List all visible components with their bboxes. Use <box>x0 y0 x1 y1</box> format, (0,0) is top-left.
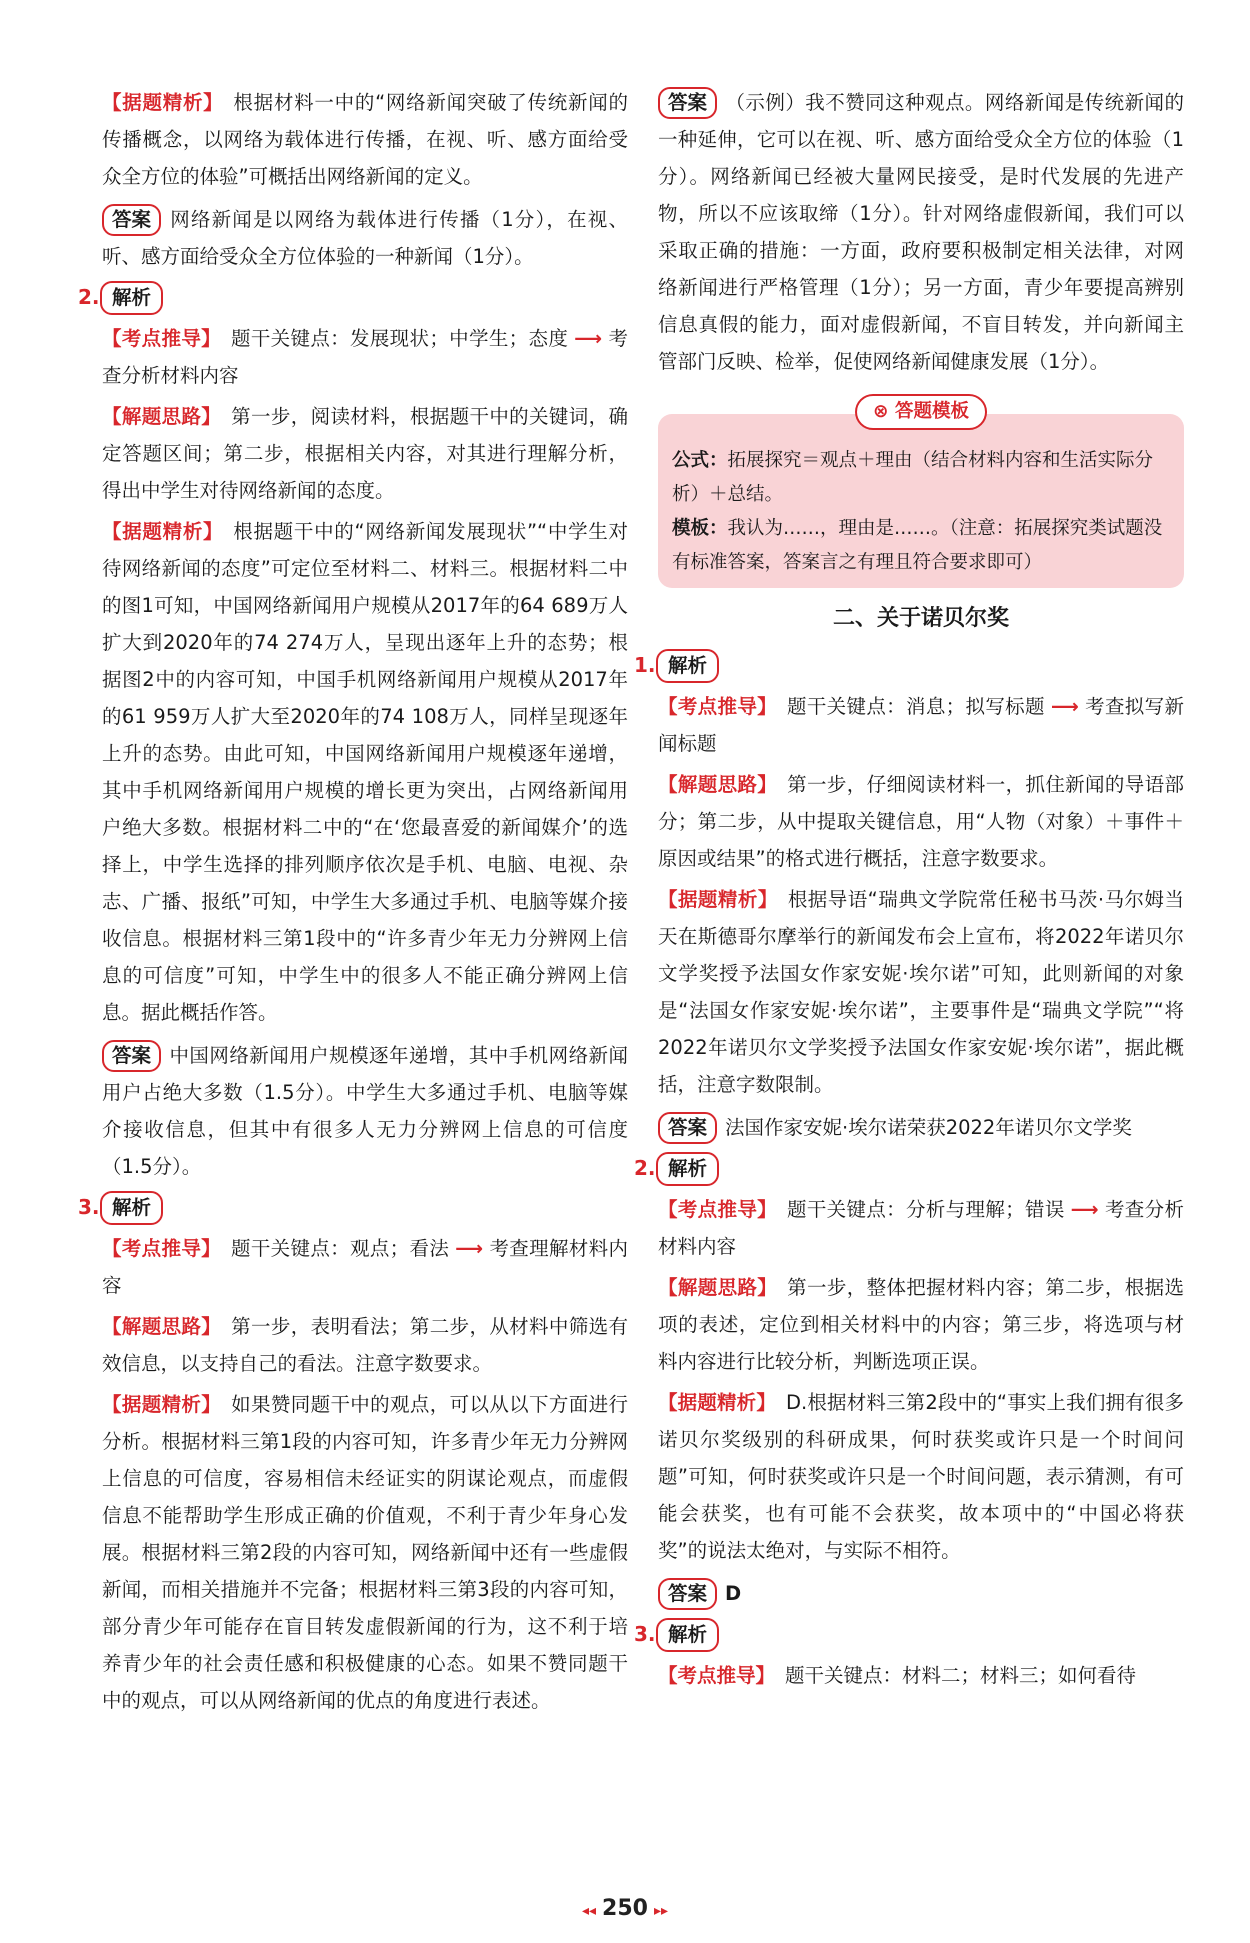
section-header <box>634 1150 1184 1187</box>
paragraph <box>102 1386 628 1719</box>
paragraph-text: 考查分析材料内容 <box>658 1198 1184 1258</box>
answer-badge: 答案 <box>102 204 161 236</box>
answer-text: （示例）我不赞同这种观点。网络新闻是传统新闻的一种延伸，它可以在视、听、感方面给受众全方位的体验（1分）。网络新闻已经被大量网民接受，是时代发展的先进产物，所以不应该取缔（1分）。针对网络虚假新闻，我们可以采取正确的措施：一方面，政府要积极制定相关法律，对网络新闻进行严格管理（1分）；另一方面，青少年要提高辨别信息真假的能力，面对虚假新闻，不盲目转发，并向新闻主管部门反映、检举，促使网络新闻健康发展（1分）。 <box>658 91 1184 373</box>
formula-label: 公式： <box>672 450 728 471</box>
template-title: ⊗ 答题模板 <box>855 394 987 430</box>
section-title: 二、关于诺贝尔奖 <box>832 606 1009 631</box>
tag-label: 【解题思路】 <box>658 773 778 796</box>
paragraph <box>658 1269 1184 1380</box>
answer-text: 中国网络新闻用户规模逐年递增，其中手机网络新闻用户占绝大多数（1.5分）。中学生大多通过手机、电脑等媒介接收信息，但其中有很多人无力分辨网上信息的可信度（1.5分）。 <box>102 1044 628 1178</box>
paragraph-text: 根据导语“瑞典文学院常任秘书马茨·马尔姆当天在斯德哥尔摩举行的新闻发布会上宣布，将2022年诺贝尔文学奖授予法国女作家安妮·埃尔诺”可知，此则新闻的对象是“法国女作家安妮·埃尔诺”，主要事件是“瑞典文学院”“将2022年诺贝尔文学奖授予法国女作家安妮·埃尔诺”，据此概括，注意字数限制。 <box>658 888 1184 1096</box>
paragraph <box>102 398 628 509</box>
paragraph <box>102 320 628 394</box>
tag-label: 【考点推导】 <box>658 1198 777 1221</box>
tag-label: 【解题思路】 <box>102 405 222 428</box>
answer-block <box>102 1037 628 1185</box>
paragraph-text: 考查理解材料内容 <box>102 1237 628 1297</box>
answer-badge: 答案 <box>658 87 717 119</box>
paragraph-text: 考查拟写新闻标题 <box>658 695 1184 755</box>
tag-label: 【考点推导】 <box>102 1237 221 1260</box>
analysis-badge: 解析 <box>656 1152 719 1186</box>
paragraph-text: 题干关键点：材料二；材料三；如何看待 <box>785 1664 1137 1687</box>
answer-block <box>658 84 1184 380</box>
answer-block <box>102 201 628 275</box>
analysis-badge: 解析 <box>100 1191 163 1225</box>
paragraph-text: 根据材料一中的“网络新闻突破了传统新闻的传播概念，以网络为载体进行传播，在视、听、感方面给受众全方位的体验”可概括出网络新闻的定义。 <box>102 91 628 188</box>
section-number: 3. <box>78 1195 100 1219</box>
arrow-icon: ⟶ <box>574 327 603 350</box>
template-title-text: 答题模板 <box>894 401 969 422</box>
paragraph <box>102 513 628 1031</box>
answer-text: 法国作家安妮·埃尔诺荣获2022年诺贝尔文学奖 <box>725 1116 1132 1139</box>
paragraph-text: 第一步，整体把握材料内容；第二步，根据选项的表述，定位到相关材料中的内容；第三步，将选项与材料内容进行比较分析，判断选项正误。 <box>658 1276 1184 1373</box>
section-header <box>634 1616 1184 1653</box>
paragraph <box>658 688 1184 762</box>
right-arrows-icon: ▸▸ <box>653 1903 669 1919</box>
paragraph <box>102 1230 628 1304</box>
page-number-text: 250 <box>602 1896 648 1921</box>
tag-label: 【据题精析】 <box>658 888 778 911</box>
arrow-icon: ⟶ <box>1070 1198 1099 1221</box>
formula-text: 拓展探究＝观点＋理由（结合材料内容和生活实际分析）＋总结。 <box>672 450 1154 505</box>
section-number: 3. <box>634 1622 656 1646</box>
page-number <box>0 1896 1250 1921</box>
left-arrows-icon: ◂◂ <box>581 1903 597 1919</box>
paragraph <box>658 766 1184 877</box>
answer-block <box>658 1109 1184 1146</box>
paragraph <box>658 1657 1184 1694</box>
answer-text: D <box>725 1582 742 1605</box>
tag-label: 【据题精析】 <box>102 1393 222 1416</box>
section-header <box>634 647 1184 684</box>
answer-template-box <box>658 401 1184 588</box>
paragraph <box>658 1191 1184 1265</box>
tag-label: 【解题思路】 <box>658 1276 778 1299</box>
paragraph-text: 题干关键点：发展现状；中学生；态度 <box>231 327 569 350</box>
paragraph-text: 题干关键点：观点；看法 <box>231 1237 450 1260</box>
template-formula <box>672 444 1170 512</box>
template-model <box>672 512 1170 580</box>
right-column <box>634 84 1184 1698</box>
analysis-badge: 解析 <box>100 281 163 315</box>
model-label: 模板： <box>672 518 728 539</box>
analysis-badge: 解析 <box>656 1618 719 1652</box>
tag-label: 【考点推导】 <box>658 695 777 718</box>
tag-label: 【考点推导】 <box>102 327 221 350</box>
paragraph <box>658 881 1184 1103</box>
answer-badge: 答案 <box>102 1040 161 1072</box>
paragraph <box>102 84 628 195</box>
tag-label: 【考点推导】 <box>658 1664 776 1687</box>
tag-label: 【据题精析】 <box>102 91 224 114</box>
paragraph-text: 第一步，仔细阅读材料一，抓住新闻的导语部分；第二步，从中提取关键信息，用“人物（对象）＋事件＋原因或结果”的格式进行概括，注意字数要求。 <box>658 773 1184 870</box>
paragraph-text: D.根据材料三第2段中的“事实上我们拥有很多诺贝尔奖级别的科研成果，何时获奖或许只是一个时间问题”可知，何时获奖或许只是一个时间问题，表示猜测，有可能会获奖，也有可能不会获奖，故本项中的“中国必将获奖”的说法太绝对，与实际不相符。 <box>658 1391 1184 1562</box>
paragraph-text: 如果赞同题干中的观点，可以从以下方面进行分析。根据材料三第1段的内容可知，许多青少年无力分辨网上信息的可信度，容易相信未经证实的阴谋论观点，而虚假信息不能帮助学生形成正确的价值观，不利于青少年身心发展。根据材料三第2段的内容可知，网络新闻中还有一些虚假新闻，而相关措施并不完备；根据材料三第3段的内容可知，部分青少年可能存在盲目转发虚假新闻的行为，这不利于培养青少年的社会责任感和积极健康的心态。如果不赞同题干中的观点，可以从网络新闻的优点的角度进行表述。 <box>102 1393 628 1712</box>
paragraph-text: 题干关键点：消息；拟写标题 <box>787 695 1045 718</box>
tag-label: 【据题精析】 <box>658 1391 776 1414</box>
paragraph-text: 题干关键点：分析与理解；错误 <box>787 1198 1065 1221</box>
section-number: 2. <box>78 285 100 309</box>
analysis-badge: 解析 <box>656 649 719 683</box>
section-number: 1. <box>634 653 656 677</box>
paragraph-text: 第一步，阅读材料，根据题干中的关键词，确定答题区间；第二步，根据相关内容，对其进行理解分析，得出中学生对待网络新闻的态度。 <box>102 405 628 502</box>
section-header <box>78 1189 628 1226</box>
tag-label: 【解题思路】 <box>102 1315 222 1338</box>
answer-block <box>658 1575 1184 1612</box>
paragraph <box>102 1308 628 1382</box>
answer-text: 网络新闻是以网络为载体进行传播（1分），在视、听、感方面给受众全方位体验的一种新闻（1分）。 <box>102 208 628 268</box>
arrow-icon: ⟶ <box>455 1237 484 1260</box>
tag-label: 【据题精析】 <box>102 520 224 543</box>
paragraph-text: 考查分析材料内容 <box>102 327 628 387</box>
model-text: 我认为……，理由是……。（注意：拓展探究类试题没有标准答案，答案言之有理且符合要求即可） <box>672 518 1163 573</box>
paragraph-text: 根据题干中的“网络新闻发展现状”“中学生对待网络新闻的态度”可定位至材料二、材料三。根据材料二中的图1可知，中国网络新闻用户规模从2017年的64 689万人扩大到2020年的74 274万人，呈现出逐年上升的态势；根据图2中的内容可知，中国手机网络新闻用户规模从2017年的61 959万人扩大至2020年的74 108万人，同样呈现逐年上升的态势。由此可知，中国网络新闻用户规模逐年递增，其中手机网络新闻用户规模的增长更为突出，占网络新闻用户绝大多数。根据材料二中的“在‘您最喜爱的新闻媒介’的选择上，中学生选择的排列顺序依次是手机、电脑、电视、杂志、广播、报纸”可知，中学生大多通过手机、电脑等媒介接收信息。根据材料三第1段中的“许多青少年无力分辨网上信息的可信度”可知，中学生中的很多人不能正确分辨网上信息。据此概括作答。 <box>102 520 628 1024</box>
paragraph <box>658 1384 1184 1569</box>
answer-badge: 答案 <box>658 1578 717 1610</box>
answer-badge: 答案 <box>658 1112 717 1144</box>
section-header <box>78 279 628 316</box>
paragraph-text: 第一步，表明看法；第二步，从材料中筛选有效信息，以支持自己的看法。注意字数要求。 <box>102 1315 628 1375</box>
left-column <box>78 84 628 1723</box>
arrow-icon: ⟶ <box>1050 695 1079 718</box>
section-number: 2. <box>634 1156 656 1180</box>
